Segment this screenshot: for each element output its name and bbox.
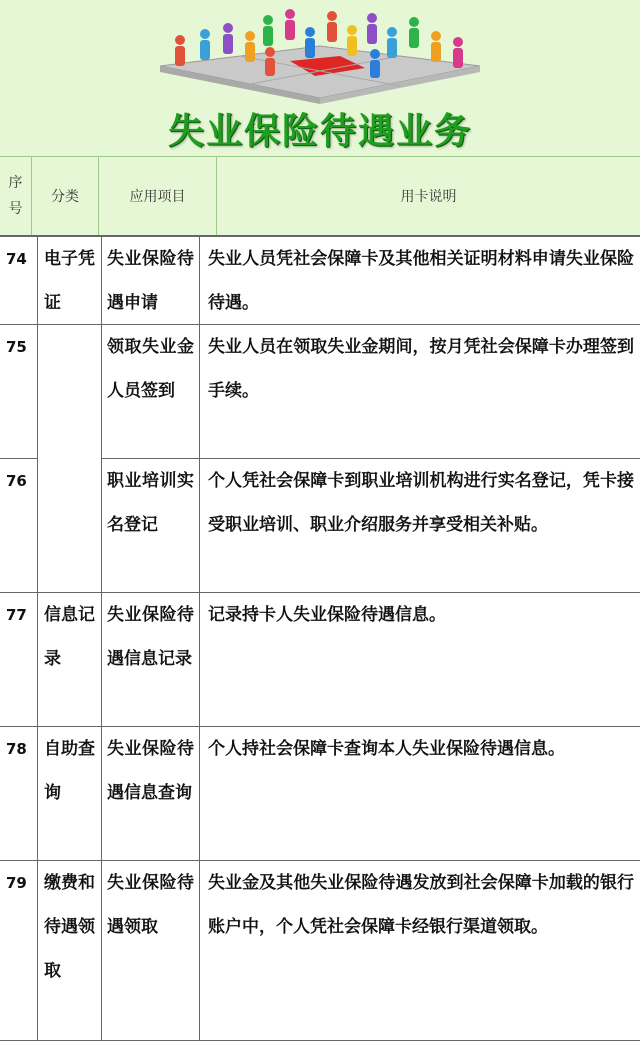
row-application: 失业保险待遇领取 [102,861,200,1040]
table-body [0,237,640,1041]
table-row [0,325,640,459]
table-row [0,861,640,1041]
row-category: 信息记录 [38,593,102,726]
table-row [0,593,640,727]
row-application: 职业培训实名登记 [102,459,200,592]
row-application: 失业保险待遇信息查询 [102,727,200,860]
row-category: 自助查询 [38,727,102,860]
row-seq: 74 [0,237,38,324]
table-header [0,157,640,237]
row-description: 记录持卡人失业保险待遇信息。 [208,605,446,625]
row-seq: 78 [0,727,38,860]
row-category: 缴费和待遇领取 [38,861,102,1040]
table-row [0,727,640,861]
row-description: 失业人员在领取失业金期间，按月凭社会保障卡办理签到手续。 [200,325,640,459]
row-description: 个人持社会保障卡查询本人失业保险待遇信息。 [208,739,565,759]
table-row [0,459,640,593]
row-application: 失业保险待遇申请 [102,237,200,324]
banner [0,0,640,157]
row-category [38,459,102,592]
row-application: 失业保险待遇信息记录 [102,593,200,726]
header-application: 应用项目 [99,157,217,235]
row-seq: 76 [0,459,38,592]
row-seq: 79 [0,861,38,1040]
people-puzzle-illustration [150,6,490,106]
header-seq [0,157,32,235]
row-description: 失业金及其他失业保险待遇发放到社会保障卡加载的银行账户中，个人凭社会保障卡经银行渠道领取。 [208,873,634,937]
header-seq-line-1: 序 [8,175,23,191]
row-seq: 75 [0,325,38,459]
row-category [38,325,102,459]
row-application: 领取失业金人员签到 [102,325,200,459]
row-description: 失业人员凭社会保障卡及其他相关证明材料申请失业保险待遇。 [208,249,634,313]
banner-title: 失业保险待遇业务 [167,110,472,152]
row-category: 电子凭证 [38,237,102,324]
row-seq: 77 [0,593,38,726]
row-description: 个人凭社会保障卡到职业培训机构进行实名登记，凭卡接受职业培训、职业介绍服务并享受相关补贴。 [208,471,634,535]
header-description: 用卡说明 [400,189,457,205]
table-row [0,237,640,325]
header-seq-line-2: 号 [8,201,23,217]
header-category: 分类 [32,157,99,235]
